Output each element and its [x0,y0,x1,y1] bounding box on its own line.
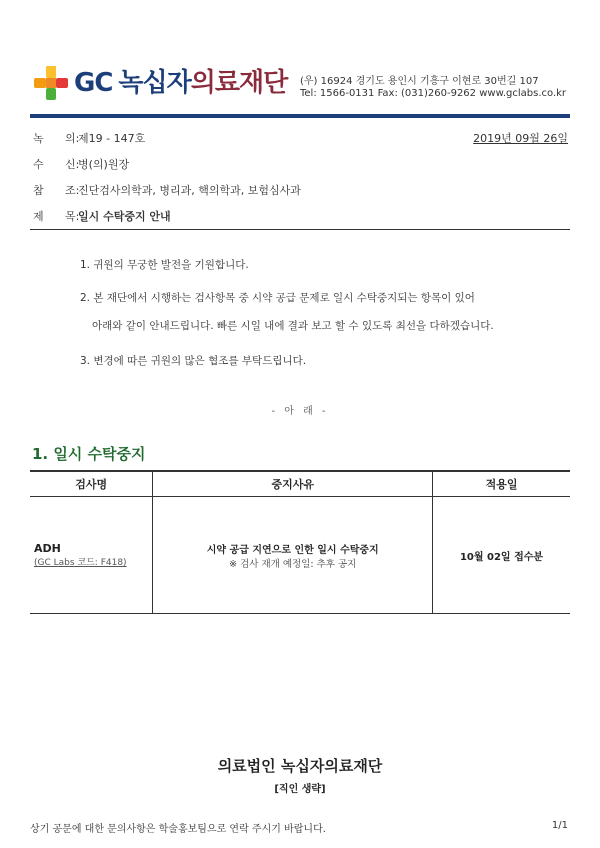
reason-note: ※ 검사 재개 예정일: 추후 공지 [229,558,357,570]
header-test-name: 검사명 [30,471,153,497]
doc-number: 제19 - 147호 [78,132,146,145]
org-gc-text: GC [74,68,113,98]
doc-date: 2019년 09월 26일 [473,132,568,145]
paragraph-1: 1. 귀원의 무궁한 발전을 기원합니다. [80,259,249,271]
org-name-part-b: 의료재단 [190,68,288,98]
org-contact: Tel: 1566-0131 Fax: (031)260-9262 www.gclabs.co.kr [300,88,567,99]
table-row [30,497,570,614]
gc-cross-logo-icon [34,66,68,100]
header-apply-date: 적용일 [433,471,570,497]
recipient: 병(의)원장 [78,158,130,171]
page-number: 1/1 [551,820,568,831]
cell-apply-date: 10월 02일 접수분 [433,497,570,614]
test-code: (GC Labs 코드: F418) [34,558,127,568]
org-name-part-a: 녹십자 [118,68,191,98]
doc-number-label: 녹 의: [33,132,80,145]
suspension-table [30,470,570,614]
footer-contact-note: 상기 공문에 대한 문의사항은 학술홍보팀으로 연락 주시기 바랍니다. [30,824,326,835]
section-title: 1. 일시 수탁중지 [32,445,146,463]
below-heading: - 아 래 - [271,406,329,417]
paragraph-3: 3. 변경에 따른 귀원의 많은 협조를 부탁드립니다. [80,355,307,367]
organization-logo-text [74,62,287,99]
meta-divider [30,229,570,230]
seal-omitted-note: [직인 생략] [274,784,326,795]
table-header-row [30,471,570,497]
paragraph-2b: 아래와 같이 안내드립니다. 빠른 시일 내에 결과 보고 할 수 있도록 최선을 다하겠습니다. [92,320,494,332]
subject: 일시 수탁중지 안내 [78,210,171,223]
reference-label: 참 조: [33,184,80,197]
subject-label: 제 목: [33,210,80,223]
corporation-name: 의료법인 녹십자의료재단 [217,757,383,775]
recipient-label: 수 신: [33,158,80,171]
org-address: (우) 16924 경기도 용인시 기흥구 이현로 30번길 107 [300,76,539,87]
header-divider [30,114,570,118]
cell-test [30,497,153,614]
cell-reason [153,497,433,614]
reason-main: 시약 공급 지연으로 인한 일시 수탁중지 [206,544,379,556]
header-reason: 중지사유 [153,471,433,497]
reference: 진단검사의학과, 병리과, 핵의학과, 보험심사과 [78,184,301,197]
paragraph-2a: 2. 본 재단에서 시행하는 검사항목 중 시약 공급 문제로 일시 수탁중지되는 항목이 있어 [80,292,475,304]
test-name: ADH [34,542,61,555]
